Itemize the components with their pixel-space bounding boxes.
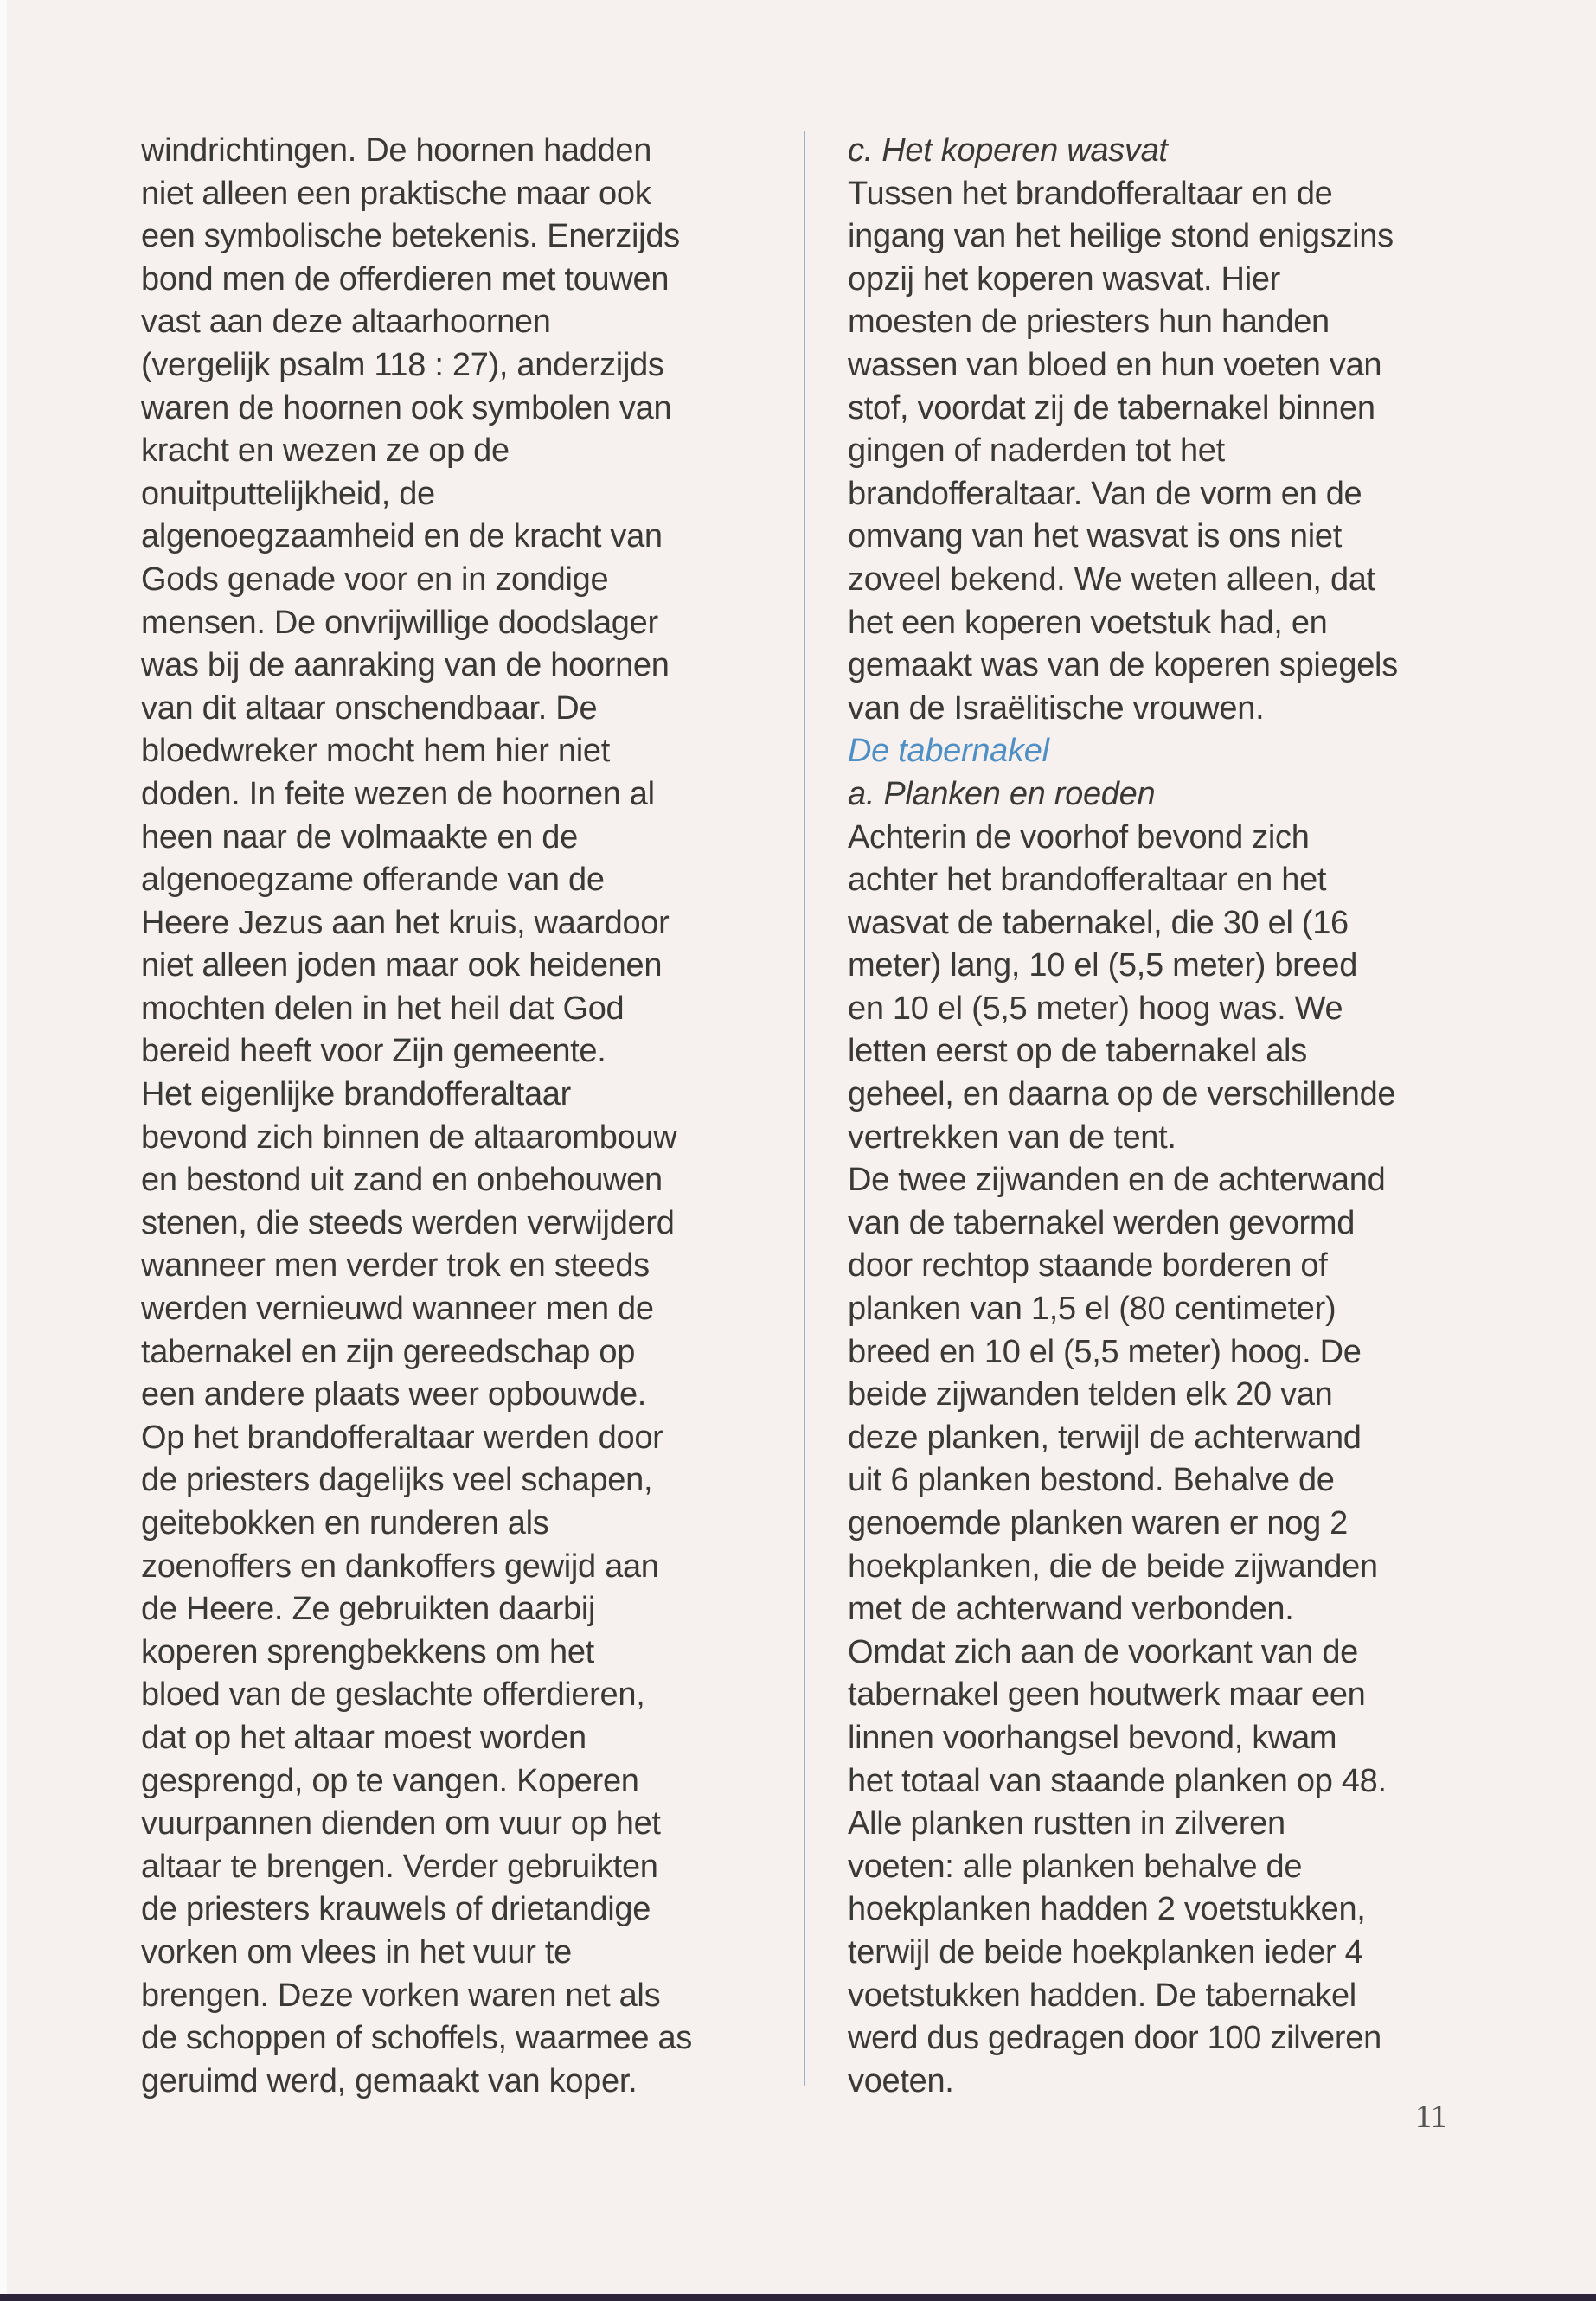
- column-divider: [804, 131, 805, 2086]
- text-line: Heere Jezus aan het kruis, waardoor: [141, 904, 670, 941]
- text-line: hoekplanken, die de beide zijwanden: [848, 1548, 1378, 1585]
- text-line: wanneer men verder trok en steeds: [141, 1247, 650, 1285]
- text-line: vorken om vlees in het vuur te: [141, 1933, 572, 1971]
- text-line: algenoegzaamheid en de kracht van: [141, 518, 663, 555]
- text-line: gingen of naderden tot het: [848, 433, 1225, 470]
- text-line: beide zijwanden telden elk 20 van: [848, 1376, 1333, 1413]
- text-line: stenen, die steeds werden verwijderd: [141, 1204, 675, 1241]
- text-line: algenoegzame offerande van de: [141, 862, 605, 899]
- text-line: een symbolische betekenis. Enerzijds: [141, 218, 680, 255]
- text-line: bond men de offerdieren met touwen: [141, 260, 670, 298]
- scan-edge: [0, 0, 7, 2301]
- text-line: Op het brandofferaltaar werden door: [141, 1419, 663, 1456]
- text-line: omvang van het wasvat is ons niet: [848, 518, 1342, 555]
- text-line: het een koperen voetstuk had, en: [848, 604, 1328, 641]
- text-line: Omdat zich aan de voorkant van de: [848, 1633, 1359, 1670]
- text-line: gemaakt was van de koperen spiegels: [848, 647, 1398, 684]
- text-line: van dit altaar onschendbaar. De: [141, 689, 598, 727]
- right-column: [848, 130, 1471, 2103]
- text-line: De twee zijwanden en de achterwand: [848, 1162, 1386, 1199]
- text-line: altaar te brengen. Verder gebruikten: [141, 1848, 658, 1885]
- text-line: stof, voordat zij de tabernakel binnen: [848, 389, 1375, 426]
- text-line: Tussen het brandofferaltaar en de: [848, 175, 1333, 212]
- text-line: bloedwreker mocht hem hier niet: [141, 733, 610, 770]
- text-line: letten eerst op de tabernakel als: [848, 1033, 1307, 1070]
- text-line: tabernakel geen houtwerk maar een: [848, 1676, 1366, 1714]
- text-line: dat op het altaar moest worden: [141, 1719, 586, 1756]
- text-line: niet alleen joden maar ook heidenen: [141, 947, 663, 984]
- text-line: werden vernieuwd wanneer men de: [141, 1291, 654, 1328]
- text-line: en 10 el (5,5 meter) hoog was. We: [848, 990, 1343, 1027]
- text-line: vuurpannen dienden om vuur op het: [141, 1805, 661, 1843]
- text-line: kracht en wezen ze op de: [141, 433, 510, 470]
- text-line: mensen. De onvrijwillige doodslager: [141, 604, 658, 641]
- text-line: uit 6 planken bestond. Behalve de: [848, 1462, 1335, 1499]
- text-line: bloed van de geslachte offerdieren,: [141, 1676, 645, 1714]
- text-line: planken van 1,5 el (80 centimeter): [848, 1291, 1336, 1328]
- text-line: van de tabernakel werden gevormd: [848, 1204, 1356, 1241]
- text-line: de Heere. Ze gebruikten daarbij: [141, 1591, 596, 1628]
- subheading-het-koperen-wasvat: c. Het koperen wasvat: [848, 132, 1168, 169]
- text-line: (vergelijk psalm 118 : 27), anderzijds: [141, 346, 664, 383]
- text-line: waren de hoornen ook symbolen van: [141, 389, 672, 426]
- text-line: een andere plaats weer opbouwde.: [141, 1376, 647, 1413]
- text-line: windrichtingen. De hoornen hadden: [141, 132, 652, 169]
- text-line: van de Israëlitische vrouwen.: [848, 689, 1265, 727]
- text-line: en bestond uit zand en onbehouwen: [141, 1162, 663, 1199]
- paragraph-planken: [848, 817, 1471, 2104]
- text-line: heen naar de volmaakte en de: [141, 818, 578, 856]
- text-line: moesten de priesters hun handen: [848, 304, 1330, 341]
- text-line: de priesters krauwels of drietandige: [141, 1891, 651, 1928]
- text-line: bereid heeft voor Zijn gemeente.: [141, 1033, 606, 1070]
- text-line: de priesters dagelijks veel schapen,: [141, 1462, 653, 1499]
- text-line: Alle planken rustten in zilveren: [848, 1805, 1285, 1843]
- text-line: koperen sprengbekkens om het: [141, 1633, 594, 1670]
- text-line: werd dus gedragen door 100 zilveren: [848, 2020, 1381, 2057]
- text-line: terwijl de beide hoekplanken ieder 4: [848, 1933, 1363, 1971]
- text-line: vertrekken van de tent.: [848, 1118, 1176, 1156]
- text-line: meter) lang, 10 el (5,5 meter) breed: [848, 947, 1358, 984]
- text-line: geheel, en daarna op de verschillende: [848, 1076, 1396, 1113]
- text-line: niet alleen een praktische maar ook: [141, 175, 651, 212]
- text-line: hoekplanken hadden 2 voetstukken,: [848, 1891, 1366, 1928]
- text-line: zoveel bekend. We weten alleen, dat: [848, 561, 1375, 598]
- text-line: met de achterwand verbonden.: [848, 1591, 1294, 1628]
- text-line: door rechtop staande borderen of: [848, 1247, 1328, 1285]
- text-line: bevond zich binnen de altaarombouw: [141, 1118, 677, 1156]
- text-line: gesprengd, op te vangen. Koperen: [141, 1762, 639, 1799]
- section-heading-de-tabernakel: De tabernakel: [848, 733, 1049, 770]
- text-line: was bij de aanraking van de hoornen: [141, 647, 670, 684]
- text-line: zoenoffers en dankoffers gewijd aan: [141, 1548, 659, 1585]
- text-line: wassen van bloed en hun voeten van: [848, 346, 1382, 383]
- text-line: achter het brandofferaltaar en het: [848, 862, 1327, 899]
- subheading-planken-en-roeden: a. Planken en roeden: [848, 775, 1156, 812]
- text-line: geruimd werd, gemaakt van koper.: [141, 2062, 638, 2099]
- text-line: ingang van het heilige stond enigszins: [848, 218, 1394, 255]
- paragraph-wasvat: [848, 173, 1471, 731]
- text-line: brandofferaltaar. Van de vorm en de: [848, 475, 1362, 512]
- text-line: brengen. Deze vorken waren net als: [141, 1977, 661, 2014]
- page-number: 11: [1415, 2099, 1447, 2135]
- text-line: tabernakel en zijn gereedschap op: [141, 1333, 636, 1370]
- text-line: genoemde planken waren er nog 2: [848, 1505, 1349, 1541]
- text-line: de schoppen of schoffels, waarmee as: [141, 2020, 693, 2057]
- text-line: deze planken, terwijl de achterwand: [848, 1419, 1362, 1456]
- text-line: mochten delen in het heil dat God: [141, 990, 625, 1027]
- text-line: linnen voorhangsel bevond, kwam: [848, 1719, 1337, 1756]
- text-line: voeten.: [848, 2062, 954, 2099]
- text-line: onuitputtelijkheid, de: [141, 475, 435, 512]
- text-line: breed en 10 el (5,5 meter) hoog. De: [848, 1333, 1362, 1370]
- text-line: voetstukken hadden. De tabernakel: [848, 1977, 1356, 2014]
- text-line: het totaal van staande planken op 48.: [848, 1762, 1387, 1799]
- scan-bottom-edge: [0, 2294, 1596, 2301]
- text-line: Achterin de voorhof bevond zich: [848, 818, 1310, 856]
- text-line: opzij het koperen wasvat. Hier: [848, 260, 1281, 298]
- text-line: doden. In feite wezen de hoornen al: [141, 775, 655, 812]
- text-line: vast aan deze altaarhoornen: [141, 304, 551, 341]
- text-line: Gods genade voor en in zondige: [141, 561, 609, 598]
- text-line: geitebokken en runderen als: [141, 1505, 549, 1541]
- text-line: voeten: alle planken behalve de: [848, 1848, 1303, 1885]
- text-line: Het eigenlijke brandofferaltaar: [141, 1076, 571, 1113]
- left-column: [141, 130, 764, 2103]
- text-line: wasvat de tabernakel, die 30 el (16: [848, 904, 1349, 941]
